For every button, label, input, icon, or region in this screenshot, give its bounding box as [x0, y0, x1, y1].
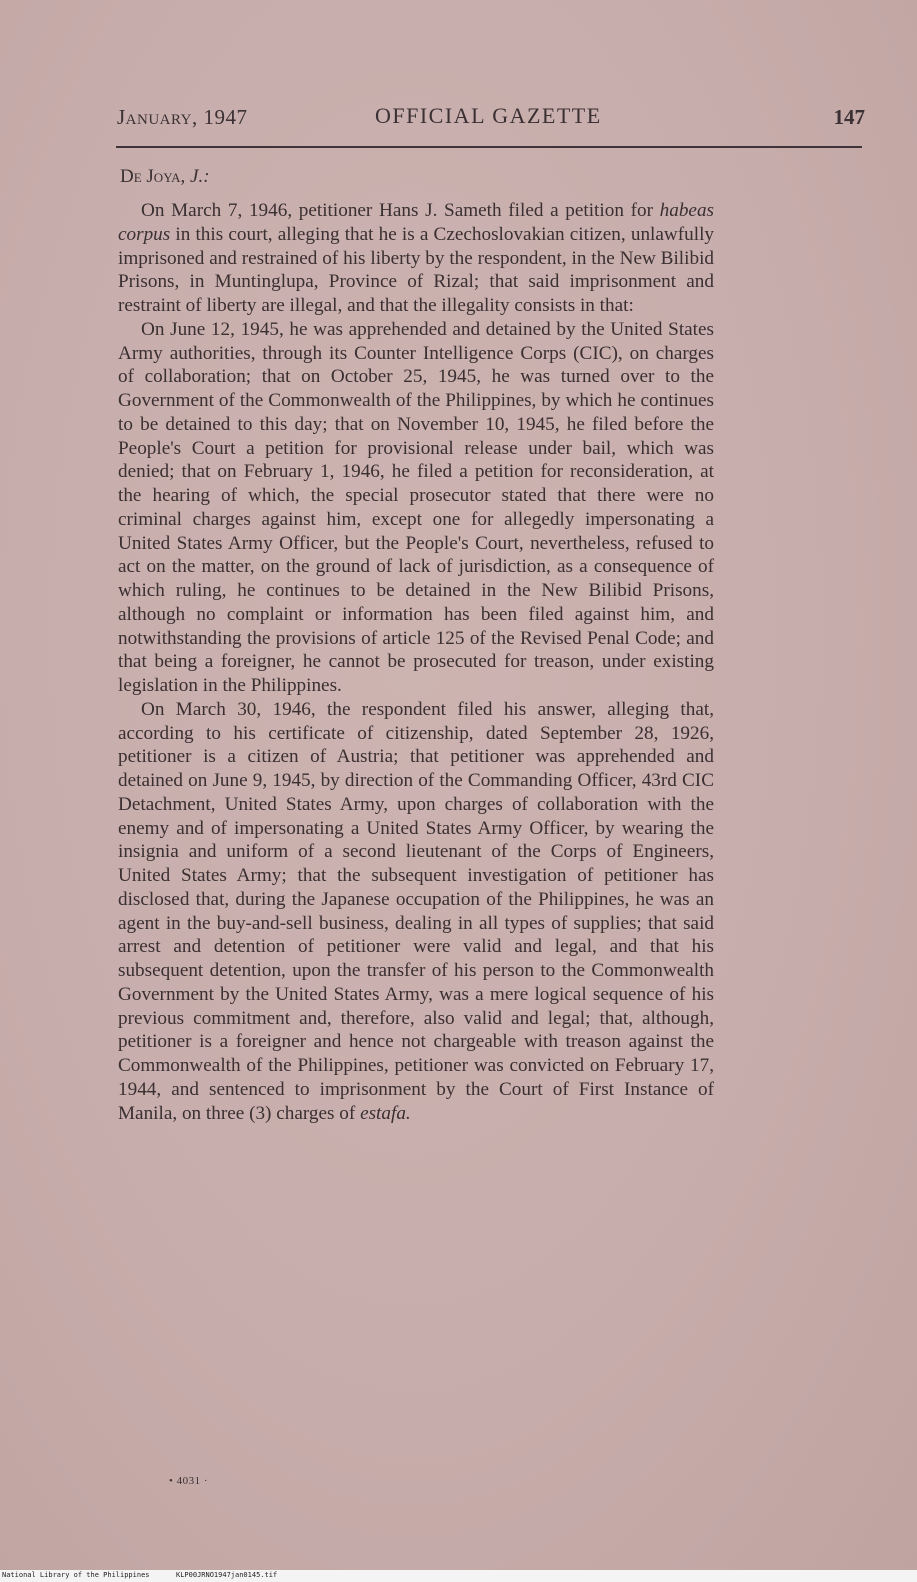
paragraph-1-italic: habeas corpus — [118, 200, 714, 245]
scan-source: National Library of the Philippines — [2, 1571, 150, 1579]
author-name: De Joya, — [120, 166, 186, 187]
header-rule — [116, 146, 862, 148]
scan-file: KLP00JRNO1947jan0145.tif — [176, 1571, 278, 1579]
paragraph-2: On June 12, 1945, he was apprehended and detained by the United States Army authorities, through its Counter Intelligence Corps (CIC), on charges of collaboration; that on October 25, 1945, he was turned over to the Government of the Commonwealth of the Philippines, by which he continues to be detained to this day; that on November 10, 1945, he filed before the People's Court a petition for provisional release under bail, which was denied; that on February 1, 1946, he filed a petition for reconsideration, at the hearing of which, the special prosecutor stated that there were no criminal charges against him, except one for allegedly impersonating a United States Army Officer, but the People's Court, nevertheless, refused to act on the matter, on the ground of lack of jurisdiction, as a consequence of which ruling, he continues to be detained in the New Bilibid Prisons, although no complaint or information has been filed against him, and notwithstanding the provisions of article 125 of the Revised Penal Code; and that being a foreigner, he cannot be prosecuted for treason, under existing legislation in the Philippines. — [118, 318, 714, 696]
page-number: 147 — [833, 105, 865, 129]
opinion-author — [120, 166, 210, 188]
page-header — [117, 101, 865, 137]
header-date: January, 1947 — [117, 105, 248, 129]
paragraph-1-text-b: in this court, alleging that he is a Czechoslovakian citizen, unlawfully imprisoned and restrained of his liberty by the respondent, in the New Bilibid Prisons, in Muntinglupa, Province of Rizal; that said imprisonment and restraint of liberty are illegal, and that the illegality consists in that: — [118, 223, 714, 316]
print-code: • 4031 · — [169, 1475, 209, 1487]
paragraph-3 — [118, 698, 714, 1126]
header-title: OFFICIAL GAZETTE — [375, 103, 602, 128]
author-suffix: J.: — [190, 166, 210, 187]
opinion-body — [118, 199, 714, 1125]
paragraph-3-text-a: On March 30, 1946, the respondent filed his answer, alleging that, according to his certificate of citizenship, dated September 28, 1926, petitioner is a citizen of Austria; that petitioner was apprehended and detained on June 9, 1945, by direction of the Commanding Officer, 43rd CIC Detachment, United States Army, upon charges of collaboration with the enemy and of impersonating a United States Army Officer, by wearing the insignia and uniform of a second lieutenant of the Corps of Engineers, United States Army; that the subsequent investigation of petitioner has disclosed that, during the Japanese occupation of the Philippines, he was an agent in the buy-and-sell business, dealing in all types of supplies; that said arrest and detention of petitioner were valid and legal, and that his subsequent detention, upon the transfer of his person to the Commonwealth Government by the United States Army, was a mere logical sequence of his previous commitment and, therefore, also valid and legal; that, although, petitioner is a foreigner and hence not chargeable with treason against the Commonwealth of the Philippines, petitioner was convicted on February 17, 1944, and sentenced to imprisonment by the Court of First Instance of Manila, on three (3) charges of — [118, 698, 714, 1124]
scan-info-strip — [0, 1570, 917, 1582]
paragraph-1 — [118, 199, 714, 318]
paragraph-3-italic: estafa. — [360, 1102, 411, 1124]
paragraph-1-text-a: On March 7, 1946, petitioner Hans J. Sameth filed a petition for — [141, 200, 660, 221]
